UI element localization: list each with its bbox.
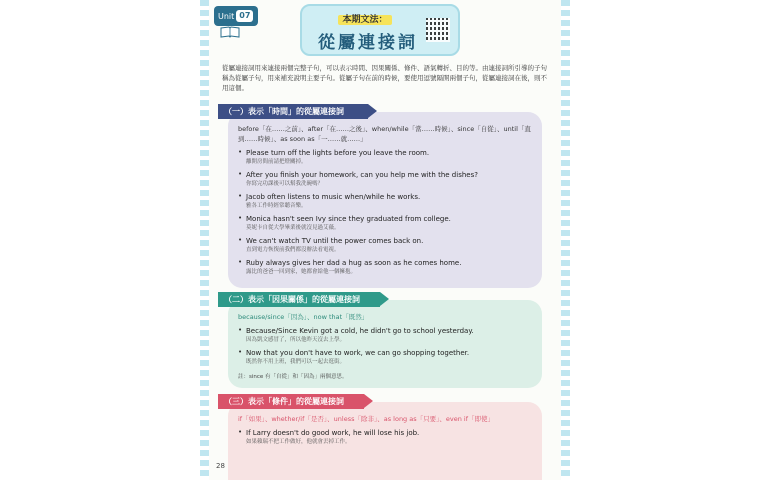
grammar-banner xyxy=(300,4,460,56)
unit-label: Unit xyxy=(218,11,235,21)
example-chinese: 莫妮卡自從大學畢業後就沒見過艾薇。 xyxy=(246,225,340,231)
example-english: • Ruby always gives her dad a hug as soon as he comes home. xyxy=(246,259,462,267)
unit-tab xyxy=(214,6,258,26)
example-english: • After you finish your homework, can you help me with the dishes? xyxy=(246,171,478,179)
example-chinese: 既然你不用上班，我們可以一起去逛街。 xyxy=(246,359,346,365)
section-rule: because/since「因為」、now that「既然」 xyxy=(238,313,369,321)
example-english: • Monica hasn't seen Ivy since they graduated from college. xyxy=(246,215,451,223)
right-stripe-border xyxy=(561,0,570,480)
example-english: • Because/Since Kevin got a cold, he didn't go to school yesterday. xyxy=(246,327,474,335)
section-note: 註：since 有「自從」和「因為」兩個意思。 xyxy=(238,374,348,380)
qr-code-icon xyxy=(426,18,450,42)
example-english: • Please turn off the lights before you leave the room. xyxy=(246,149,430,157)
textbook-page xyxy=(200,0,570,480)
example-item xyxy=(238,428,532,446)
example-item xyxy=(238,170,532,188)
example-english: • We can't watch TV until the power comes back on. xyxy=(246,237,424,245)
example-item xyxy=(238,214,532,232)
intro-paragraph: 從屬連接詞用來連接兩個完整子句，可以表示時間、因果關係、條件、語氣轉折、目的等。由連接詞所引導的子句稱為從屬子句，用來補充說明主要子句。從屬子句在前的時候，要使用逗號隔開兩個子句，從屬連接詞在後，則不用這個。 xyxy=(222,64,547,92)
unit-number: 07 xyxy=(236,10,253,22)
example-item xyxy=(238,192,532,210)
example-item xyxy=(238,148,532,166)
section-cause-box xyxy=(228,300,542,388)
section-cause-heading: （二）表示「因果關係」的從屬連接詞 xyxy=(218,292,380,307)
section-time-heading: （一）表示「時間」的從屬連接詞 xyxy=(218,104,368,119)
example-chinese: 離開房間前請把燈關掉。 xyxy=(246,159,307,165)
example-item xyxy=(238,258,532,276)
book-icon xyxy=(220,26,240,38)
example-chinese: 因為凱文感冒了，所以他昨天沒去上學。 xyxy=(246,337,346,343)
example-item xyxy=(238,348,532,366)
example-item xyxy=(238,326,532,344)
example-chinese: 如果賴瑞不把工作做好，他就會丟掉工作。 xyxy=(246,439,351,445)
section-rule: if「如果」、whether/if「是否」、unless「除非」、as long as「只要」、even if「即使」 xyxy=(238,415,494,423)
section-condition-box xyxy=(228,402,542,480)
section-time-box xyxy=(228,112,542,288)
example-chinese: 你寫完功課後可以幫我洗碗嗎？ xyxy=(246,181,324,187)
example-english: • Jacob often listens to music when/while he works. xyxy=(246,193,421,201)
example-item xyxy=(238,236,532,254)
example-chinese: 露比的爸爸一回到家，她都會給他一個擁抱。 xyxy=(246,269,357,275)
example-chinese: 雅各工作時經常聽音樂。 xyxy=(246,203,307,209)
example-english: • Now that you don't have to work, we can go shopping together. xyxy=(246,349,470,357)
banner-subtitle: 本期文法： xyxy=(302,12,428,25)
page-number: 28 xyxy=(216,462,225,470)
banner-title: 從屬連接詞 xyxy=(318,33,418,53)
example-chinese: 直到電力恢復前我們都沒辦法看電視。 xyxy=(246,247,340,253)
section-condition-heading: （三）表示「條件」的從屬連接詞 xyxy=(218,394,364,409)
left-stripe-border xyxy=(200,0,209,480)
example-english: • If Larry doesn't do good work, he will lose his job. xyxy=(246,429,420,437)
section-rule: before「在……之前」、after「在……之後」、when/while「當……時候」、since「自從」、until「直到……時候」、as soon as「一……就……」 xyxy=(238,125,531,143)
